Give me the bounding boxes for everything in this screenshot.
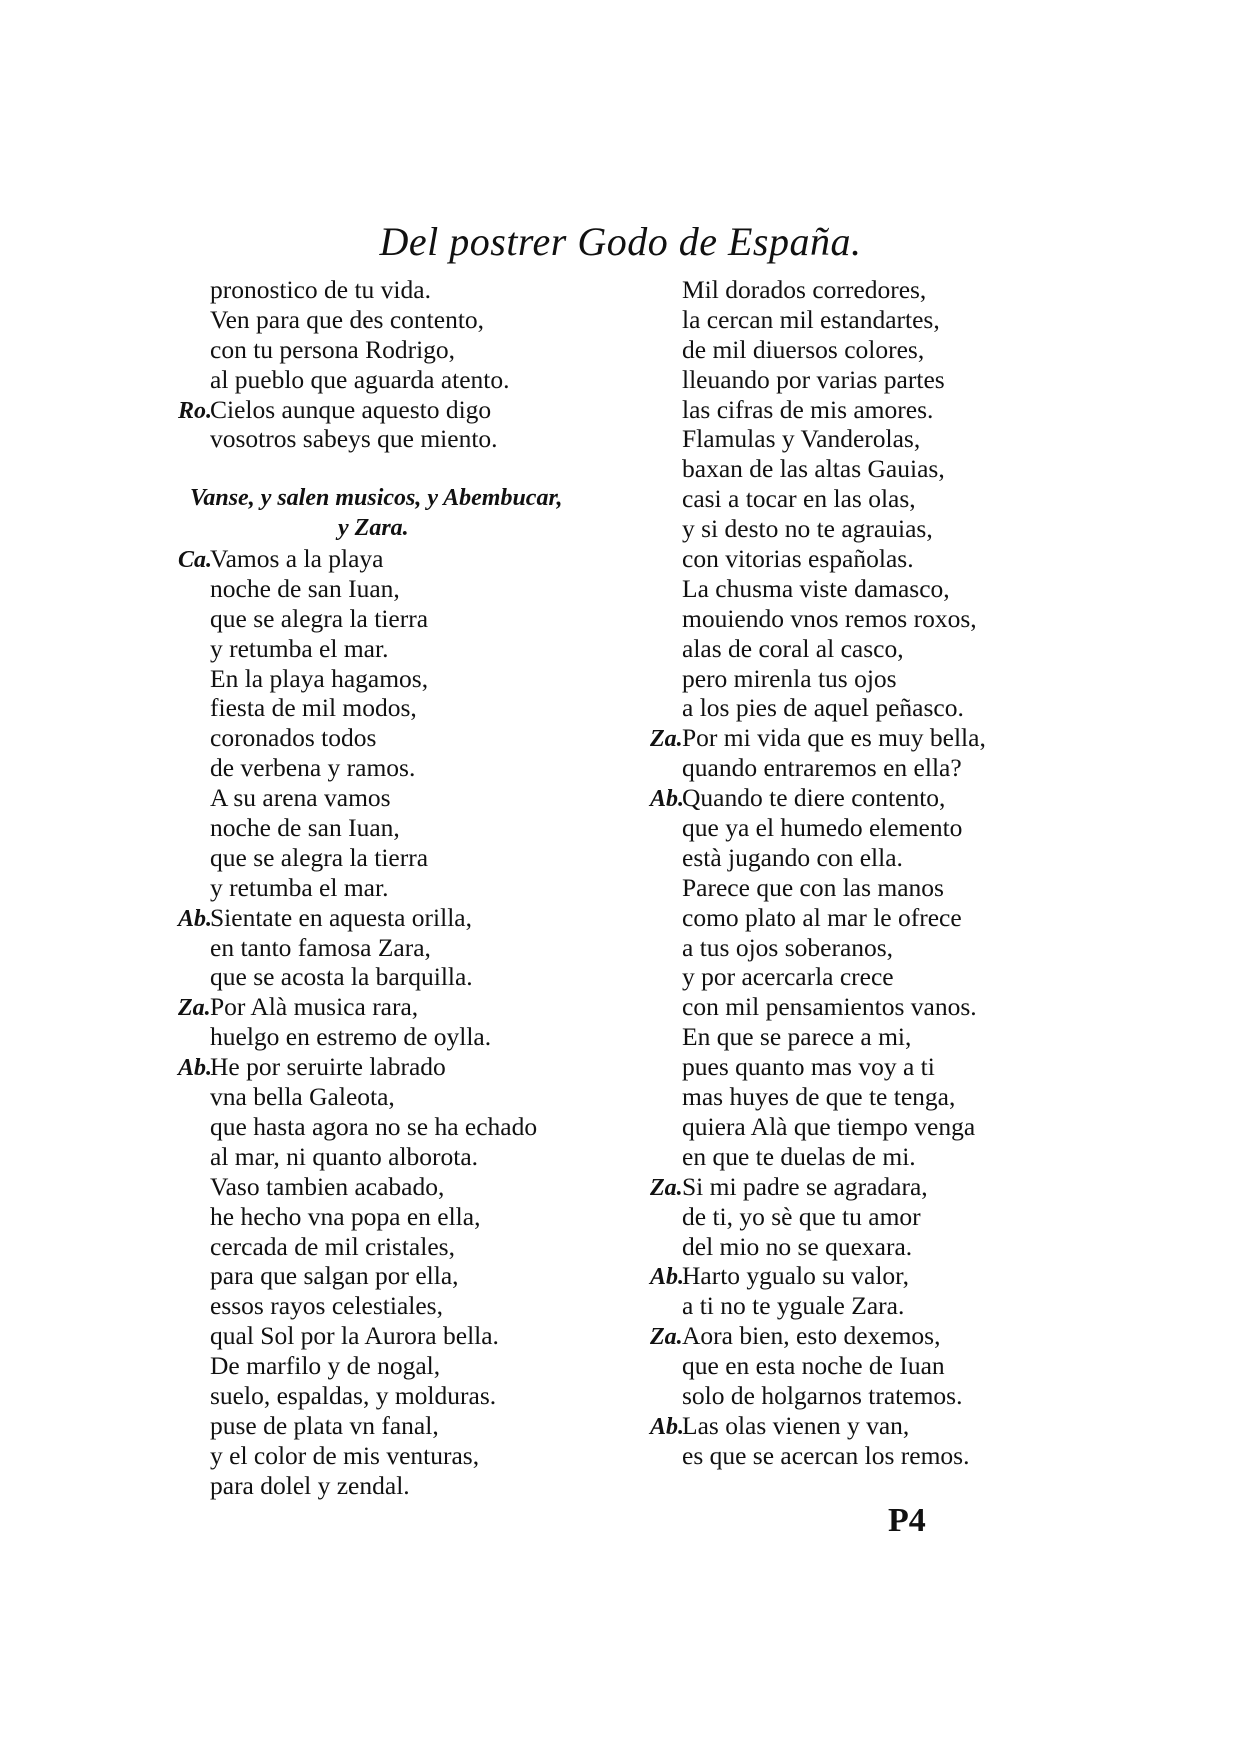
speaker-label: Za. [650,1324,683,1351]
verse-text: Flamulas y Vanderolas, [682,424,921,454]
verse-line [650,514,1050,544]
verse-text: que se alegra la tierra [210,842,429,872]
verse-text: A su arena vamos [210,783,391,813]
verse-line [650,843,1050,873]
verse-line [650,933,1050,963]
stage-direction: y Zara. [338,515,409,542]
verse-line [178,574,618,604]
verse-text: La chusma viste damasco, [682,573,950,603]
verse-text: con mil pensamientos vanos. [682,992,977,1022]
verse-text: la cercan mil estandartes, [682,304,940,334]
verse-text: Por mi vida que es muy bella, [682,723,986,753]
verse-text: que se alegra la tierra [210,603,429,633]
verse-line [178,693,618,723]
speaker-label: Ca. [178,547,213,574]
verse-text: Sientate en aquesta orilla, [210,902,472,932]
verse-text: puse de plata vn fanal, [210,1410,439,1440]
verse-text: noche de san Iuan, [210,573,400,603]
verse-line [650,1441,1050,1471]
verse-text: alas de coral al casco, [682,633,904,663]
verse-line [650,723,1050,753]
verse-text: En que se parece a mi, [682,1022,912,1052]
verse-line [650,1202,1050,1232]
verse-text: y retumba el mar. [210,633,389,663]
speaker-label: Ro. [178,397,213,424]
verse-text: y por acercarla crece [682,962,894,992]
verse-line [178,962,618,992]
verse-text: casi a tocar en las olas, [682,484,916,514]
verse-line [650,664,1050,694]
verse-text: he hecho vna popa en ella, [210,1201,481,1231]
verse-text: de mil diuersos colores, [682,334,925,364]
verse-text: mouiendo vnos remos roxos, [682,603,977,633]
verse-line [178,1052,618,1082]
verse-line [650,693,1050,723]
verse-text: al mar, ni quanto alborota. [210,1141,479,1171]
verse-text: Por Alà musica rara, [210,992,419,1022]
verse-text: para dolel y zendal. [210,1470,410,1500]
verse-line [650,783,1050,813]
verse-line [650,1022,1050,1052]
verse-line [178,1441,618,1471]
verse-line [650,992,1050,1022]
speaker-label: Za. [650,1174,683,1201]
speaker-label: Za. [178,995,211,1022]
verse-line [178,1022,618,1052]
verse-line [178,992,618,1022]
verse-text: y si desto no te agrauias, [682,514,933,544]
verse-text: essos rayos celestiales, [210,1291,443,1321]
verse-line [178,305,618,335]
verse-line [650,1321,1050,1351]
verse-text: y retumba el mar. [210,872,389,902]
verse-line [650,305,1050,335]
verse-line [650,484,1050,514]
verse-line [650,1112,1050,1142]
verse-text: Harto ygualo su valor, [682,1261,910,1291]
verse-line [650,574,1050,604]
right-column [650,275,1050,1471]
verse-line [650,335,1050,365]
verse-text: vosotros sabeys que miento. [210,424,498,454]
speaker-label: Ab. [650,1413,685,1440]
verse-text: Ven para que des contento, [210,304,485,334]
verse-line [178,1321,618,1351]
verse-text: Mil dorados corredores, [682,275,927,304]
verse-line [650,873,1050,903]
blank-line [178,454,618,484]
verse-line [178,753,618,783]
verse-text: Cielos aunque aquesto digo [210,394,492,424]
verse-line [178,335,618,365]
verse-line [650,1142,1050,1172]
verse-line [650,1261,1050,1291]
verse-line [650,1381,1050,1411]
verse-text: cercada de mil cristales, [210,1231,455,1261]
verse-line [178,1142,618,1172]
verse-line [650,1351,1050,1381]
verse-line [178,1202,618,1232]
verse-text: En la playa hagamos, [210,663,429,693]
verse-line [650,1291,1050,1321]
verse-text: qual Sol por la Aurora bella. [210,1321,499,1351]
verse-line [178,783,618,813]
verse-line [178,873,618,903]
verse-text: suelo, espaldas, y molduras. [210,1380,497,1410]
verse-text: con tu persona Rodrigo, [210,334,456,364]
verse-text: en que te duelas de mi. [682,1141,916,1171]
verse-text: de verbena y ramos. [210,753,416,783]
verse-line [178,1351,618,1381]
verse-text: solo de holgarnos tratemos. [682,1380,963,1410]
verse-line [178,1082,618,1112]
speaker-label: Za. [650,726,683,753]
speaker-label: Ab. [650,1264,685,1291]
verse-text: noche de san Iuan, [210,813,400,843]
verse-line [650,275,1050,305]
verse-line [650,962,1050,992]
verse-line [178,843,618,873]
verse-line [178,1411,618,1441]
verse-text: en tanto famosa Zara, [210,932,431,962]
verse-line [178,544,618,574]
verse-text: huelgo en estremo de oylla. [210,1022,492,1052]
verse-text: Las olas vienen y van, [682,1410,910,1440]
verse-text: del mio no se quexara. [682,1231,913,1261]
verse-line [178,664,618,694]
verse-line [178,933,618,963]
verse-line [178,903,618,933]
verse-line [650,365,1050,395]
verse-line [650,1082,1050,1112]
verse-text: al pueblo que aguarda atento. [210,364,510,394]
verse-text: a tus ojos soberanos, [682,932,894,962]
verse-line [178,424,618,454]
verse-text: pues quanto mas voy a ti [682,1052,935,1082]
left-column [178,275,618,1501]
verse-line [650,544,1050,574]
verse-text: para que salgan por ella, [210,1261,459,1291]
verse-text: Si mi padre se agradara, [682,1171,928,1201]
verse-line [650,395,1050,425]
verse-text: y el color de mis venturas, [210,1440,480,1470]
verse-line [178,1471,618,1501]
verse-text: lleuando por varias partes [682,364,945,394]
verse-text: es que se acercan los remos. [682,1440,970,1470]
stage-direction: Vanse, y salen musicos, y Abembucar, [190,485,563,512]
verse-line [650,903,1050,933]
verse-line [178,634,618,664]
verse-line [178,813,618,843]
speaker-label: Ab. [178,905,213,932]
verse-text: Aora bien, esto dexemos, [682,1321,941,1351]
verse-text: Quando te diere contento, [682,783,946,813]
verse-line [178,1291,618,1321]
verse-text: Parece que con las manos [682,872,944,902]
verse-text: a los pies de aquel peñasco. [682,693,964,723]
verse-line [650,1411,1050,1441]
verse-line [650,634,1050,664]
verse-line [650,753,1050,783]
verse-line [650,1172,1050,1202]
verse-line [650,604,1050,634]
verse-text: Vamos a la playa [210,544,384,574]
verse-text: de ti, yo sè que tu amor [682,1201,921,1231]
verse-text: que hasta agora no se ha echado [210,1111,538,1141]
verse-text: como plato al mar le ofrece [682,902,962,932]
verse-text: a ti no te yguale Zara. [682,1291,905,1321]
verse-line [650,1232,1050,1262]
verse-line [650,454,1050,484]
verse-line [178,395,618,425]
verse-text: que en esta noche de Iuan [682,1351,945,1381]
verse-line [650,1052,1050,1082]
verse-text: pronostico de tu vida. [210,275,431,304]
verse-text: De marfilo y de nogal, [210,1351,441,1381]
verse-text: coronados todos [210,723,377,753]
verse-text: vna bella Galeota, [210,1082,395,1112]
verse-text: quiera Alà que tiempo venga [682,1111,976,1141]
verse-line [178,275,618,305]
verse-line [178,604,618,634]
verse-text: està jugando con ella. [682,842,903,872]
verse-line [650,813,1050,843]
running-head: Del postrer Godo de España. [379,219,862,264]
verse-text: Vaso tambien acabado, [210,1171,445,1201]
verse-text: que ya el humedo elemento [682,813,963,843]
verse-text: fiesta de mil modos, [210,693,417,723]
speaker-label: Ab. [650,786,685,813]
verse-text: quando entraremos en ella? [682,753,962,783]
verse-text: que se acosta la barquilla. [210,962,473,992]
verse-line [178,723,618,753]
verse-text: He por seruirte labrado [210,1052,446,1082]
verse-line [178,1232,618,1262]
verse-line [178,1381,618,1411]
verse-text: baxan de las altas Gauias, [682,454,945,484]
speaker-label: Ab. [178,1055,213,1082]
verse-line [178,1112,618,1142]
verse-line [178,1172,618,1202]
verse-text: pero mirenla tus ojos [682,663,897,693]
signature-mark: P4 [888,1502,926,1539]
verse-line [178,365,618,395]
verse-line [178,1261,618,1291]
verse-line [650,424,1050,454]
verse-text: las cifras de mis amores. [682,394,934,424]
verse-text: mas huyes de que te tenga, [682,1082,956,1112]
verse-text: con vitorias españolas. [682,544,914,574]
